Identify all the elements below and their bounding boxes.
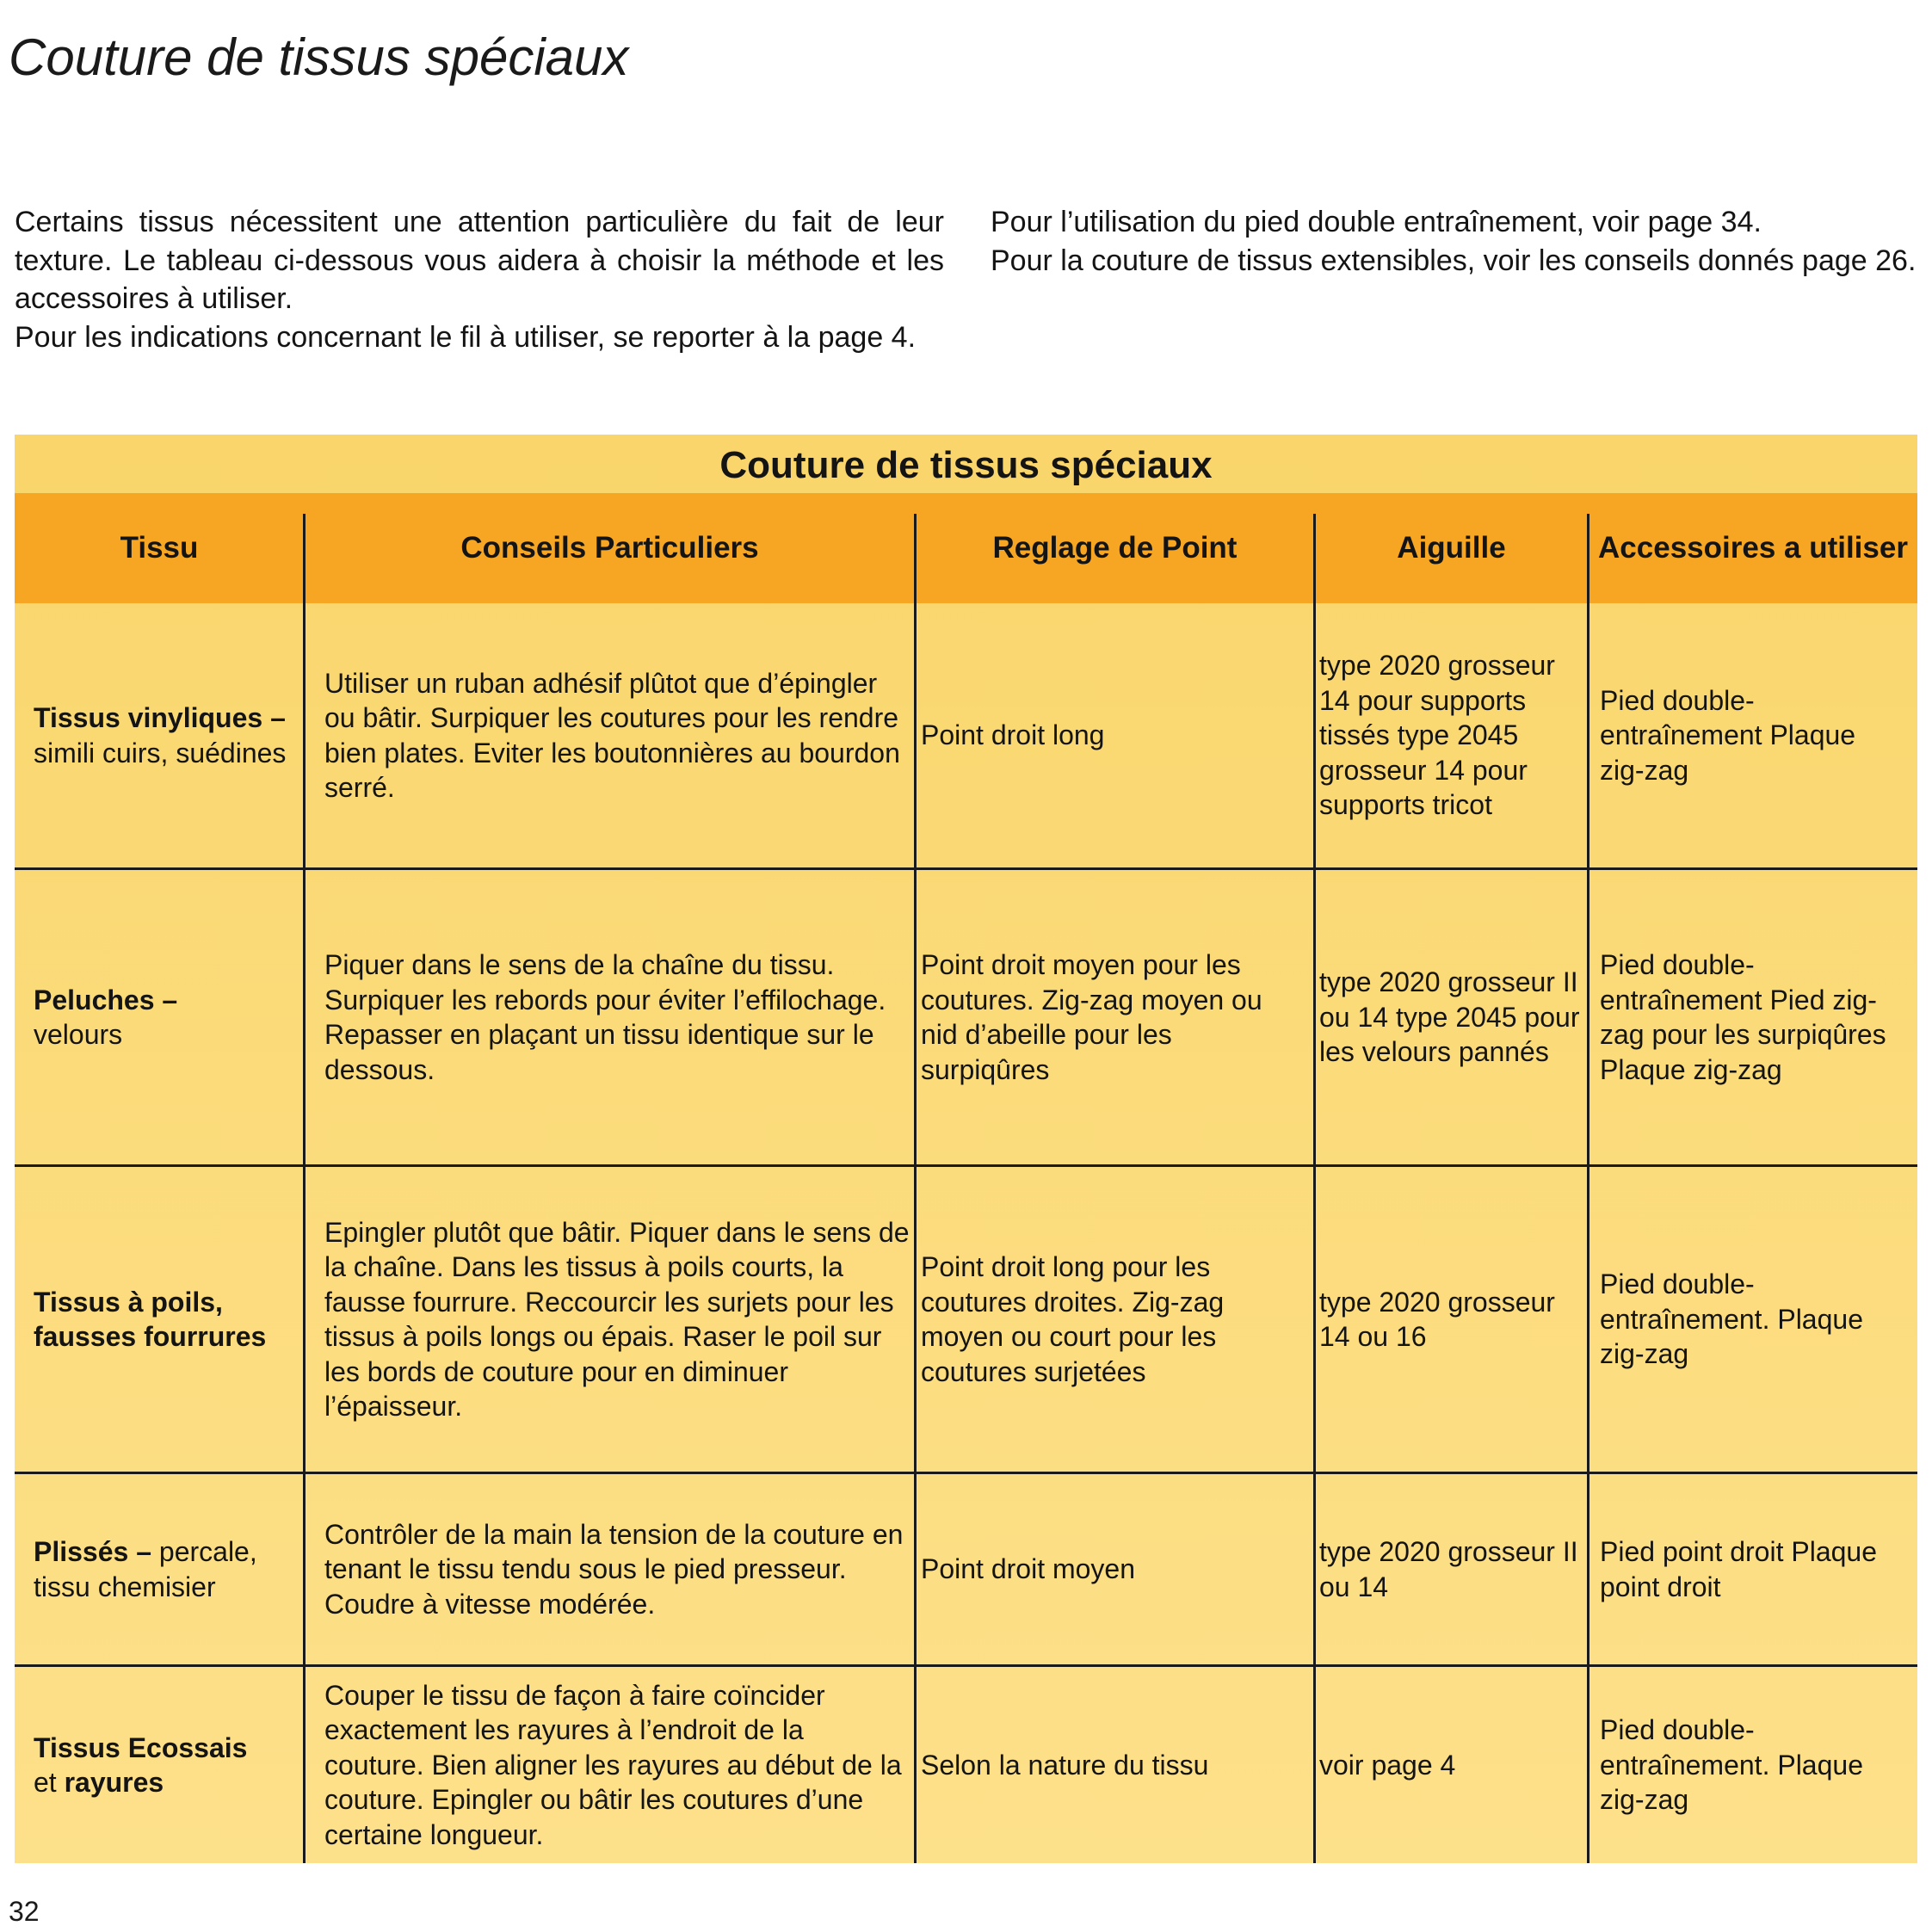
cell-accessoires — [1600, 1667, 1901, 1863]
accessoires-text: Pied point droit Plaque point droit — [1600, 1536, 1877, 1602]
cell-aiguille — [1319, 1667, 1586, 1863]
cell-accessoires — [1600, 870, 1901, 1164]
reglage-text: Point droit moyen — [921, 1553, 1136, 1585]
header-aiguille: Aiguille — [1397, 531, 1506, 565]
cell-reglage — [921, 1474, 1299, 1664]
aiguille-text: type 2020 grosseur II ou 14 type 2045 pour les velours pannés — [1319, 966, 1580, 1068]
cell-accessoires — [1600, 603, 1901, 867]
cell-conseils — [324, 870, 910, 1164]
cell-aiguille — [1319, 870, 1586, 1164]
reglage-text: Point droit long pour les coutures droites. Zig-zag moyen ou court pour les coutures surjetées — [921, 1251, 1225, 1387]
column-divider — [303, 514, 306, 1863]
tissu-name-end: rayures — [64, 1767, 164, 1798]
tissu-detail: et — [34, 1767, 57, 1798]
header-reglage: Reglage de Point — [992, 531, 1238, 565]
page-number: 32 — [9, 1896, 40, 1927]
table-header — [15, 493, 1917, 603]
column-divider — [1587, 514, 1589, 1863]
cell-conseils — [324, 1474, 910, 1664]
conseils-text: Couper le tissu de façon à faire coïncider exactement les rayures à l’endroit de la couture. Bien aligner les rayures au début de la couture. Epingler ou bâtir les coutures d’une certaine longueur. — [324, 1679, 902, 1850]
cell-aiguille — [1319, 1167, 1586, 1472]
cell-tissu — [34, 603, 300, 867]
cell-conseils — [324, 603, 910, 867]
tissu-name: Tissus vinyliques – — [34, 702, 286, 733]
intro-paragraph: Pour l’utilisation du pied double entraînement, voir page 34. — [991, 206, 1762, 238]
tissu-name: Peluches – — [34, 984, 178, 1015]
tissu-detail: percale, tissu chemisier — [34, 1536, 257, 1602]
intro-paragraph: Pour les indications concernant le fil à utiliser, se reporter à la page 4. — [15, 320, 917, 354]
cell-conseils — [324, 1167, 910, 1472]
conseils-text: Epingler plutôt que bâtir. Piquer dans le sens de la chaîne. Dans les tissus à poils courts, la fausse fourrure. Reccourcir les surjets pour les tissus à poils longs ou épais. Raser le poil sur les bords de couture pour en diminuer l’épaisseur. — [324, 1216, 910, 1422]
cell-reglage — [921, 1667, 1299, 1863]
reglage-text: Point droit moyen pour les coutures. Zig-zag moyen ou nid d’abeille pour les surpiqûres — [921, 949, 1262, 1085]
column-divider — [914, 514, 917, 1863]
cell-aiguille — [1319, 1474, 1586, 1664]
intro-paragraph: Certains tissus nécessitent une attention particulière du fait de leur texture. Le tableau ci-dessous vous aidera à choisir la méthode et les accessoires à utiliser. — [15, 206, 944, 315]
reglage-text: Selon la nature du tissu — [921, 1749, 1209, 1781]
header-tissu: Tissu — [120, 531, 199, 565]
cell-reglage — [921, 1167, 1299, 1472]
conseils-text: Piquer dans le sens de la chaîne du tissu. Surpiquer les rebords pour éviter l’effilochage. Repasser en plaçant un tissu identique sur le dessous. — [324, 949, 886, 1085]
tissu-name: Plissés – — [34, 1536, 151, 1567]
aiguille-text: voir page 4 — [1319, 1749, 1456, 1781]
accessoires-text: Pied double-entraînement. Plaque zig-zag — [1600, 1268, 1863, 1370]
tissu-name: Tissus Ecossais — [34, 1731, 248, 1763]
tissu-detail: velours — [34, 1019, 123, 1050]
cell-tissu — [34, 1474, 300, 1664]
cell-conseils — [324, 1667, 910, 1863]
intro-left-column — [15, 203, 944, 356]
cell-tissu — [34, 1667, 300, 1863]
column-divider — [1313, 514, 1316, 1863]
aiguille-text: type 2020 grosseur 14 pour supports tissés type 2045 grosseur 14 pour supports tricot — [1319, 650, 1555, 821]
header-accessoires: Accessoires a utiliser — [1598, 531, 1908, 565]
tissu-detail: simili cuirs, suédines — [34, 737, 287, 768]
accessoires-text: Pied double-entraînement Pied zig-zag pour les surpiqûres Plaque zig-zag — [1600, 949, 1886, 1085]
cell-aiguille — [1319, 603, 1586, 867]
page-title: Couture de tissus spéciaux — [9, 28, 629, 86]
header-conseils: Conseils Particuliers — [460, 531, 759, 565]
cell-tissu — [34, 870, 300, 1164]
tissu-name: Tissus à poils, fausses fourrures — [34, 1286, 267, 1352]
intro-right-column — [991, 203, 1918, 280]
fabric-table — [15, 435, 1917, 1863]
table-title: Couture de tissus spéciaux — [719, 444, 1213, 486]
conseils-text: Utiliser un ruban adhésif plûtot que d’épingler ou bâtir. Surpiquer les coutures pour les rendre bien plates. Eviter les boutonnières au bourdon serré. — [324, 667, 900, 803]
aiguille-text: type 2020 grosseur II ou 14 — [1319, 1536, 1578, 1602]
reglage-text: Point droit long — [921, 719, 1105, 751]
cell-reglage — [921, 870, 1299, 1164]
accessoires-text: Pied double-entraînement Plaque zig-zag — [1600, 684, 1856, 786]
cell-accessoires — [1600, 1474, 1901, 1664]
intro-paragraph: Pour la couture de tissus extensibles, voir les conseils donnés page 26. — [991, 244, 1917, 277]
conseils-text: Contrôler de la main la tension de la couture en tenant le tissu tendu sous le pied presseur. Coudre à vitesse modérée. — [324, 1518, 904, 1620]
cell-reglage — [921, 603, 1299, 867]
cell-tissu — [34, 1167, 300, 1472]
accessoires-text: Pied double-entraînement. Plaque zig-zag — [1600, 1714, 1863, 1816]
cell-accessoires — [1600, 1167, 1901, 1472]
aiguille-text: type 2020 grosseur 14 ou 16 — [1319, 1286, 1555, 1352]
